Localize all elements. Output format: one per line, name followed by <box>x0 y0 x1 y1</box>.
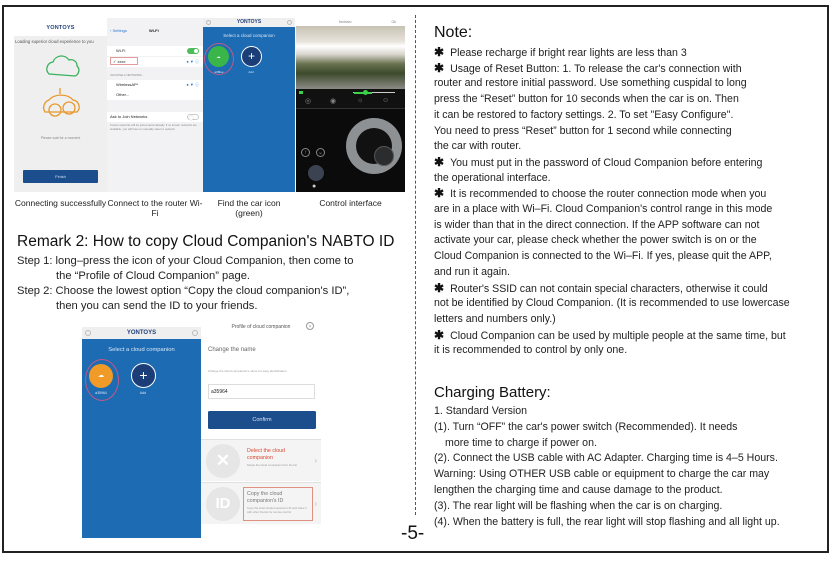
volume-knob[interactable] <box>363 90 368 95</box>
note-line <box>434 186 766 203</box>
confirm-button[interactable]: Confirm <box>208 411 316 429</box>
add-button[interactable]: + <box>241 46 262 67</box>
ask-join-toggle[interactable] <box>187 114 199 120</box>
column-divider <box>415 15 416 515</box>
step-2 <box>17 284 349 313</box>
battery-icon <box>299 91 303 94</box>
note-text: activate your car, please check whether the power switch is on or the <box>434 234 757 247</box>
ask-join-label: Ask to Join Networks <box>110 114 148 119</box>
charging-line: (1). Turn “OFF” the car's power switch (Recommended). It needs <box>434 420 738 433</box>
note-text: Router's SSID can not contain special characters, otherwise it could <box>450 282 768 295</box>
caption-wifi: Connect to the router Wi-Fi <box>107 198 203 218</box>
profile-title: Profile of cloud companion <box>231 324 291 330</box>
delete-title: Delect the cloud companion <box>247 448 285 461</box>
camera-view <box>296 26 405 89</box>
app-logo: YONTOYS <box>46 25 75 31</box>
note-text: press the “Reset” button for 10 seconds when the car is on. Then <box>434 93 739 106</box>
car-icon-green[interactable]: ☁ <box>208 46 229 67</box>
copy-id-description: Copy the local cloudcompanion's ID and share it with other friends for remote control <box>247 506 307 514</box>
wifi-toggle[interactable] <box>187 48 199 54</box>
copy-id-title: Copy the cloud companion's ID <box>247 491 284 504</box>
change-name-label: Change the name <box>208 347 256 353</box>
charging-line: more time to charge if power on. <box>445 436 597 449</box>
current-network-name: xxxx <box>117 59 126 64</box>
asterisk-bullet-icon: ✱ <box>434 154 445 169</box>
ask-join-description: Known networks will be joined automatically. If no known networks are available, you will have to manually select a network. <box>110 123 197 131</box>
back-label: Settings <box>112 28 127 33</box>
down-arrow-icon[interactable]: ⌄ <box>317 150 324 156</box>
charging-line: (4). When the battery is full, the rear light will stop flashing and all light up. <box>434 515 780 528</box>
back-button[interactable]: ‹ Settings <box>110 28 127 33</box>
step-2-line-1: Step 2: Choose the lowest option “Copy the cloud companion's ID”, <box>17 285 350 297</box>
change-name-hint: Change the cloud companion's name for easy identification <box>208 369 287 373</box>
id-icon: ID <box>206 487 240 521</box>
microphone-icon[interactable]: ● <box>312 183 317 190</box>
asterisk-bullet-icon: ✱ <box>434 60 445 75</box>
ask-join-row <box>107 112 203 122</box>
light-icon[interactable]: ☼ <box>357 97 364 104</box>
caption-connecting: Connecting successfully <box>14 198 107 208</box>
note-line <box>434 328 786 345</box>
add-button[interactable]: + <box>131 363 156 388</box>
choose-network-header: CHOOSE A NETWORK... <box>110 73 145 77</box>
asterisk-bullet-icon: ✱ <box>434 280 445 295</box>
figure-profile <box>201 317 321 538</box>
note-line <box>434 312 556 328</box>
up-arrow-icon[interactable]: ↑ <box>301 148 310 157</box>
note-line <box>434 124 732 140</box>
app-logo: YONTOYS <box>236 19 262 25</box>
delete-option[interactable] <box>201 439 321 481</box>
control-toolbar <box>296 89 405 109</box>
note-line <box>434 249 772 265</box>
note-text: is wider than that in the direct connection. If the APP software can not <box>434 218 760 231</box>
help-icon[interactable] <box>85 330 91 336</box>
note-text: router and restore initial password. Use something cuspidal to long <box>434 77 747 90</box>
wifi-toggle-row <box>107 46 203 56</box>
nav-bar <box>107 28 203 38</box>
select-header: Select a cloud companion <box>223 33 275 38</box>
figure-select-companion <box>82 327 201 538</box>
note-line <box>434 296 790 312</box>
refresh-icon[interactable] <box>287 20 292 25</box>
step-1 <box>17 254 353 283</box>
note-text: and run it again. <box>434 265 510 278</box>
note-line <box>434 108 733 124</box>
note-text: not be identified by Cloud Companion. (It is recommended to use lowercase <box>434 297 790 310</box>
charging-line: (3). The rear light will be flashing when the car is on charging. <box>434 499 723 512</box>
note-text: You must put in the password of Cloud Companion before entering <box>450 156 763 169</box>
chevron-right-icon: › <box>314 456 317 465</box>
other-label: Other... <box>116 92 130 97</box>
dpad-inner <box>356 128 392 164</box>
figure-control <box>296 18 405 192</box>
face-icon[interactable]: ☺ <box>382 97 390 104</box>
asterisk-bullet-icon: ✱ <box>434 186 445 201</box>
ok-button[interactable]: Ok <box>391 20 396 24</box>
camera-button[interactable] <box>308 165 324 181</box>
note-line <box>434 155 762 172</box>
direction-pad[interactable] <box>346 118 402 174</box>
remark-title: Remark 2: How to copy Cloud Companion's NABTO ID <box>17 233 395 250</box>
nav-title: Wi-Fi <box>149 28 159 33</box>
figure-connecting <box>14 18 107 192</box>
help-icon[interactable] <box>206 20 211 25</box>
note-line <box>434 281 768 298</box>
network-name: WirelessAP* <box>116 82 139 87</box>
note-text: the operational interface. <box>434 171 551 184</box>
network-row[interactable] <box>107 80 203 90</box>
delete-description: Delete the cloud companion from the list <box>247 463 297 467</box>
note-line <box>434 265 510 281</box>
asterisk-bullet-icon: ✱ <box>434 45 445 59</box>
add-label: Add <box>139 391 147 395</box>
car-label: a35964 <box>95 391 107 395</box>
select-header: Select a cloud companion <box>108 347 175 353</box>
current-network-row[interactable] <box>107 57 203 67</box>
device-name: fm4mvu <box>339 20 352 24</box>
note-line <box>434 61 742 78</box>
note-text: it is recommended to control by only one. <box>434 344 628 357</box>
car-icon-orange[interactable]: ☁ <box>89 364 113 388</box>
app-bar <box>82 327 201 339</box>
control-top-bar <box>296 18 405 26</box>
charging-line: Warning: Using OTHER USB cable or equipment to charge the car may <box>434 468 770 481</box>
note-text: it can be restored to factory settings. 2. To set "Easy Configure". <box>434 108 734 121</box>
step-2-line-2: then you can send the ID to your friends. <box>56 299 258 312</box>
note-text: are in a place with Wi–Fi. Cloud Companion's control range in this mode <box>434 203 773 215</box>
figure-wifi-settings <box>107 18 203 192</box>
name-input[interactable]: a35964 <box>208 384 315 399</box>
note-line <box>434 139 521 155</box>
delete-icon: ✕ <box>206 444 240 478</box>
cloud-car-icon <box>39 50 83 130</box>
charging-heading: Charging Battery: <box>434 384 551 401</box>
finish-button[interactable]: Finish <box>23 170 98 183</box>
info-icon[interactable]: ● ▼ ⓘ <box>186 82 199 87</box>
charging-line: lengthen the charging time and cause damage to the product. <box>434 484 723 496</box>
camera-mode-icon[interactable]: ◎ <box>305 98 312 105</box>
note-line <box>434 233 757 249</box>
notes-heading: Note: <box>434 24 473 41</box>
note-text: Cloud Companion can be used by multiple people at the same time, but <box>450 329 786 342</box>
note-text: Please recharge if bright rear lights are less than 3 <box>450 47 687 59</box>
note-text: letters and numbers only.) <box>434 312 556 325</box>
wifi-label: Wi-Fi <box>116 48 126 53</box>
note-line <box>434 92 739 108</box>
note-line <box>434 343 627 359</box>
step-1-line-1: Step 1: long–press the icon of your Cloud Companion, then come to <box>17 255 354 267</box>
note-line <box>434 45 687 62</box>
note-line <box>434 202 772 218</box>
note-text: Cloud Companion is connected to the Wi–Fi. If yes, please quit the APP, <box>434 250 772 263</box>
note-text: Usage of Reset Button: 1. To release the car's connection with <box>450 62 742 75</box>
car-center-icon <box>374 146 394 166</box>
asterisk-bullet-icon: ✱ <box>434 327 445 342</box>
step-1-line-2: the “Profile of Cloud Companion” page. <box>56 269 251 282</box>
info-icon[interactable]: ● ▼ ⓘ <box>186 59 199 64</box>
current-network-highlight: ✓ xxxx <box>110 57 138 65</box>
note-text: the car with router. <box>434 140 522 153</box>
app-logo: YONTOYS <box>126 330 157 336</box>
app-bar <box>203 18 295 27</box>
note-line <box>434 218 759 234</box>
caption-control: Control interface <box>319 198 382 208</box>
speed-icon[interactable]: ◉ <box>330 98 337 105</box>
note-text: You need to press “Reset” button for 1 second while connecting <box>434 124 732 137</box>
loading-panel <box>14 36 107 192</box>
close-icon[interactable]: × <box>306 322 314 330</box>
charging-line: (2). Connect the USB cable with AC Adapter. Charging time is 4–5 Hours. <box>434 452 778 465</box>
wait-text: Please wait for a moment <box>40 136 81 140</box>
chevron-right-icon: › <box>314 499 317 508</box>
figure-find-car <box>203 18 295 192</box>
other-network-row[interactable] <box>107 90 203 100</box>
car-label: a08fee <box>214 70 224 74</box>
caption-find-car: Find the car icon (green) <box>217 198 281 218</box>
refresh-icon[interactable] <box>192 330 198 336</box>
add-label: Add <box>248 70 254 74</box>
charging-line: 1. Standard Version <box>434 405 528 417</box>
note-line <box>434 76 747 92</box>
copy-id-option[interactable] <box>201 482 321 524</box>
loading-text: Loading superior cloud experience to you <box>15 39 94 44</box>
note-line <box>434 171 551 187</box>
note-text: It is recommended to choose the router connection mode when you <box>450 188 767 201</box>
page-number: -5- <box>401 523 425 544</box>
